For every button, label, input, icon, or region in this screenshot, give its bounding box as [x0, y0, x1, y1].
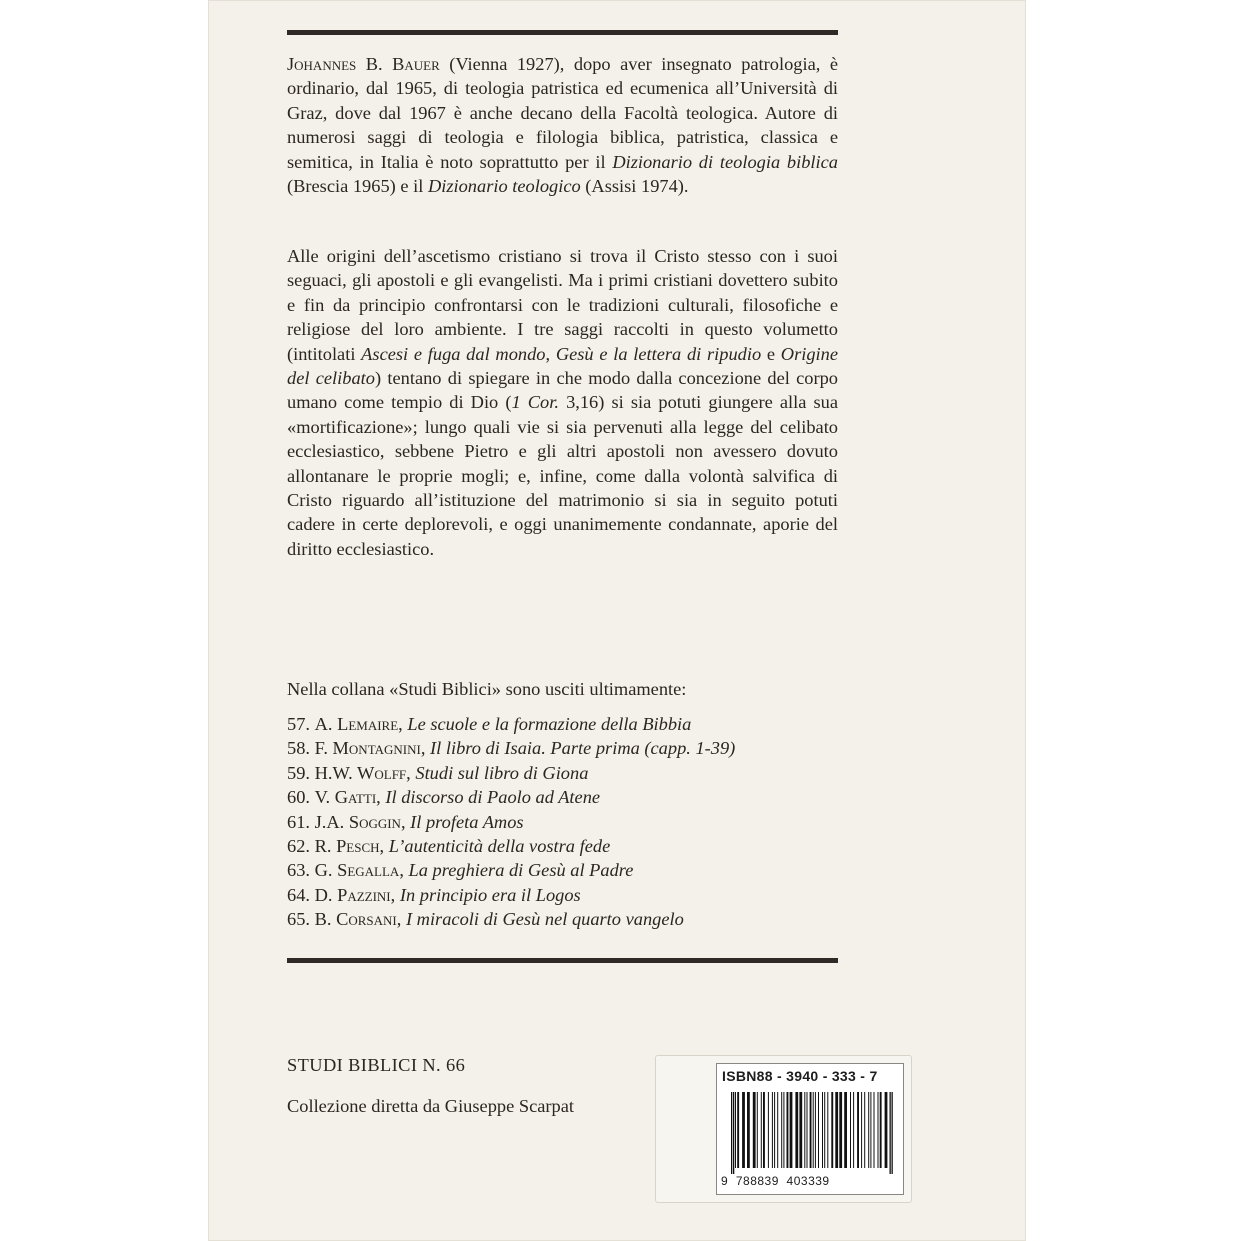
- essay-title-1: Ascesi e fuga dal mondo: [361, 343, 546, 364]
- book-number: 63.: [287, 860, 310, 881]
- barcode-label: [716, 1063, 904, 1195]
- summary-text-3: 3,16) si sia potuti giungere alla sua «mortificazione»; lungo quali vie si sia pervenuti alla legge del celibato ecclesiastico, sebbene Pietro e gli altri apostoli non avessero dovuto allontanare le proprie mogli; e, infine, come dalla volontà salvifica di Cristo riguardo all’istituzione del matrimonio si sia in seguito potuti cadere in certe deplorevoli, e oggi unanimemente condannate, aporie del diritto ecclesiastico.: [287, 392, 838, 559]
- top-rule: [287, 30, 838, 35]
- book-title: In principio era il Logos: [399, 884, 581, 905]
- book-author: R. Pesch: [314, 836, 380, 857]
- book-title: Studi sul libro di Giona: [415, 762, 589, 783]
- essay-title-3: Origine del celibato: [287, 343, 839, 389]
- summary-text-2: ) tentano di spiegare in che modo dalla concezione del corpo umano come tempio di Dio (: [287, 368, 838, 413]
- book-title: Il profeta Amos: [410, 811, 524, 832]
- bio-text-1: (Vienna 1927), dopo aver insegnato patrologia, è ordinario, dal 1965, di teologia patristica ed ecumenica all’Università di Graz, dove dal 1967 è anche decano della Facoltà teologica. Autore di numerosi saggi di teologia e filologia biblica, patristica, classica e semitica, in Italia è noto soprattutto per il: [287, 54, 839, 172]
- summary-text-1: Alle origini dell’ascetismo cristiano si trova il Cristo stesso con i suoi seguaci, gli apostoli e gli evangelisti. Ma i primi cristiani dovettero subito e fin da principio confrontarsi con le tradizioni culturali, filosofiche e religiose del loro ambiente. I tre saggi raccolti in questo volumetto (intitolati: [287, 246, 838, 364]
- bottom-rule: [287, 958, 838, 963]
- essay-title-2: Gesù e la lettera di ripudio: [555, 343, 762, 364]
- list-item: 59. H.W. Wolff, Studi sul libro di Giona: [287, 762, 589, 783]
- book-summary: [287, 244, 838, 561]
- list-item: 62. R. Pesch, L’autenticità della vostra fede: [287, 836, 611, 857]
- bio-text-3: (Assisi 1974).: [580, 176, 689, 197]
- book-number: 62.: [287, 836, 310, 857]
- list-item: 57. A. Lemaire, Le scuole e la formazione della Bibbia: [287, 714, 692, 734]
- series-editor: Collezione diretta da Giuseppe Scarpat: [287, 1096, 574, 1116]
- bio-book-title-1: Dizionario di teologia biblica: [612, 151, 838, 172]
- list-item: 63. G. Segalla, La preghiera di Gesù al Padre: [287, 860, 634, 881]
- book-number: 60.: [287, 787, 310, 808]
- barcode-bars: [721, 1092, 899, 1174]
- book-title: L’autenticità della vostra fede: [388, 836, 611, 857]
- bio-text-2: (Brescia 1965) e il: [287, 176, 428, 197]
- summary-separator-1: ,: [545, 343, 556, 364]
- list-item: 60. V. Gatti, Il discorso di Paolo ad Atene: [287, 787, 601, 808]
- list-item: 64. D. Pazzini, In principio era il Logos: [287, 884, 581, 905]
- book-number: 61.: [287, 811, 310, 832]
- bible-citation: 1 Cor.: [511, 392, 559, 413]
- ean-digits: 9 788839 403339: [721, 1174, 830, 1188]
- series-label: STUDI BIBLICI N. 66: [287, 1055, 466, 1075]
- book-title: Le scuole e la formazione della Bibbia: [407, 714, 692, 734]
- book-author: J.A. Soggin: [314, 811, 401, 832]
- book-number: 59.: [287, 762, 310, 783]
- series-book-list: [287, 712, 847, 932]
- book-author: B. Corsani: [314, 909, 397, 930]
- book-author: A. Lemaire: [314, 714, 399, 734]
- book-title: Il discorso di Paolo ad Atene: [385, 787, 601, 808]
- book-number: 65.: [287, 909, 310, 930]
- bio-book-title-2: Dizionario teologico: [427, 176, 581, 197]
- author-bio: [287, 52, 838, 198]
- book-title: La preghiera di Gesù al Padre: [408, 860, 634, 881]
- book-title: I miracoli di Gesù nel quarto vangelo: [405, 909, 684, 930]
- book-number: 57.: [287, 714, 310, 734]
- book-number: 58.: [287, 738, 310, 759]
- list-item: 61. J.A. Soggin, Il profeta Amos: [287, 811, 524, 832]
- author-name: Johannes B. Bauer: [287, 54, 440, 74]
- book-number: 64.: [287, 884, 310, 905]
- list-item: 58. F. Montagnini, Il libro di Isaia. Parte prima (capp. 1-39): [287, 738, 736, 759]
- book-author: H.W. Wolff: [314, 762, 407, 783]
- summary-separator-2: e: [761, 343, 781, 364]
- list-item: 65. B. Corsani, I miracoli di Gesù nel quarto vangelo: [287, 909, 684, 930]
- book-title: Il libro di Isaia. Parte prima (capp. 1-39): [430, 738, 736, 759]
- book-author: G. Segalla: [314, 860, 400, 881]
- book-author: F. Montagnini: [314, 738, 421, 759]
- book-author: D. Pazzini: [314, 884, 391, 905]
- book-author: V. Gatti: [314, 787, 377, 808]
- series-announcement: Nella collana «Studi Biblici» sono usciti ultimamente:: [287, 679, 687, 699]
- isbn-label: ISBN88 - 3940 - 333 - 7: [722, 1068, 878, 1084]
